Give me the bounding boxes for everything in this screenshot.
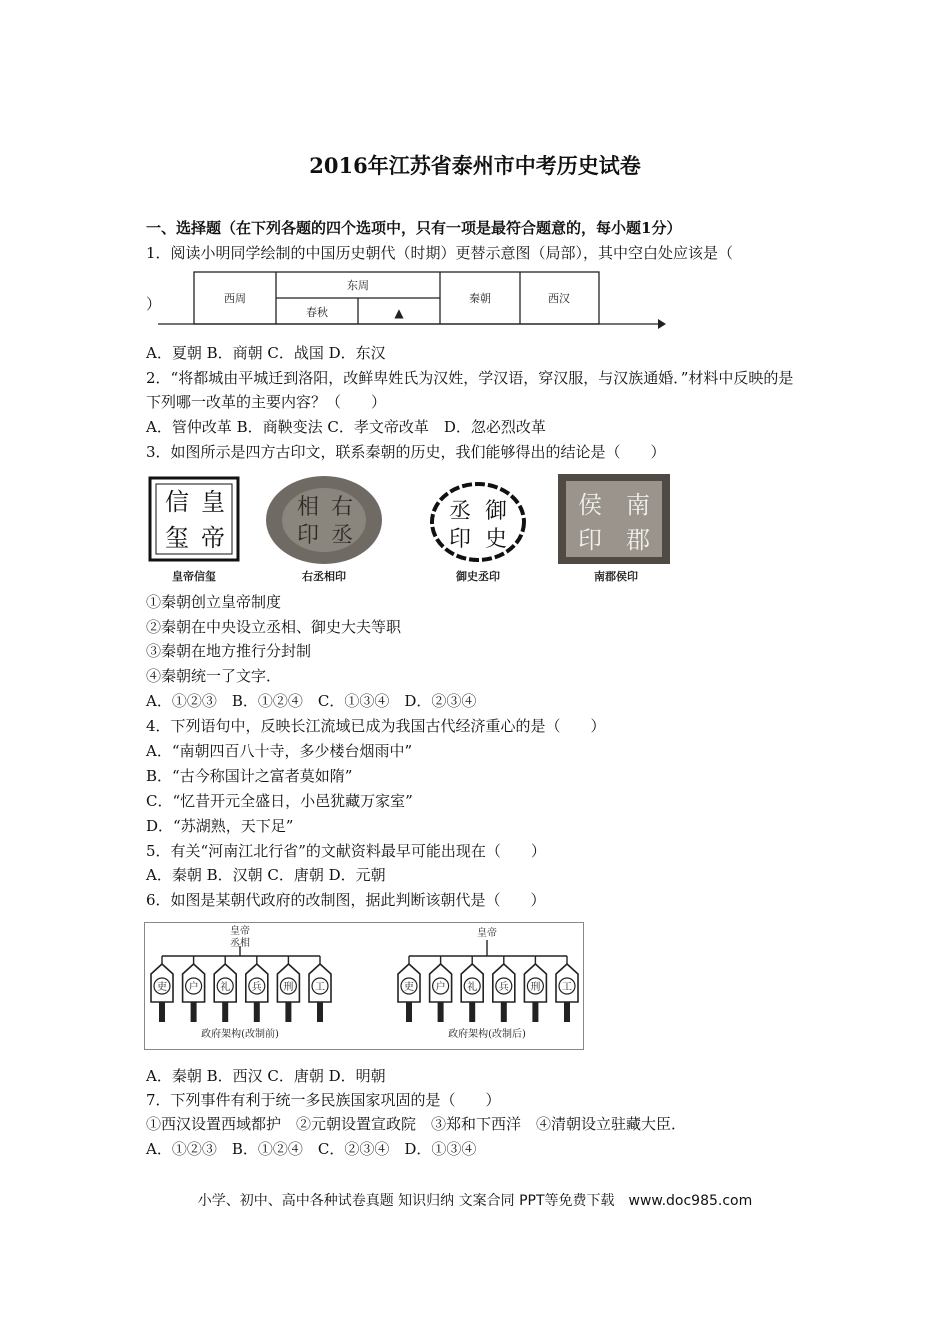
seal-caption-2: 右丞相印	[302, 570, 346, 583]
timeline-qin: 秦朝	[469, 292, 491, 305]
after-ministry-label: 刑	[530, 982, 541, 993]
before-ministry-label: 礼	[220, 982, 231, 993]
timeline-eastern-zhou: 东周	[347, 279, 369, 292]
seal-caption-3: 御史丞印	[456, 570, 500, 583]
before-caption: 政府架构(改制前)	[201, 1029, 279, 1040]
seal-nanjun-hou-yin	[558, 474, 670, 564]
question-2-options: A．管仲改革 B．商鞅变法 C．孝文帝改革 D．忽必烈改革	[146, 418, 546, 436]
question-1-stem	[146, 243, 733, 263]
question-3-item-2: ②秦朝在中央设立丞相、御史大夫等职	[146, 618, 402, 636]
question-3-item-3: ③秦朝在地方推行分封制	[146, 642, 312, 660]
seal-yushi-cheng-yin	[432, 484, 524, 560]
timeline-western-han: 西汉	[548, 292, 570, 305]
svg-text:郡: 郡	[626, 526, 650, 554]
question-3-item-1: ①秦朝创立皇帝制度	[146, 593, 282, 611]
svg-text:右: 右	[330, 495, 354, 520]
svg-text:丞: 丞	[448, 499, 472, 524]
svg-text:信: 信	[165, 488, 189, 516]
page-footer: 小学、初中、高中各种试卷真题 知识归纳 文案合同 PPT等免费下载 www.doc985.com	[197, 1193, 753, 1209]
question-3-stem: 3．如图所示是四方古印文，联系秦朝的历史，我们能够得出的结论是（ ）	[146, 443, 666, 461]
question-4-option-d: D．“苏湖熟，天下足”	[146, 817, 294, 835]
svg-text:印: 印	[296, 523, 320, 548]
before-ministry-label: 户	[188, 982, 199, 993]
timeline-spring-autumn: 春秋	[306, 306, 328, 319]
seal-you-chengxiang-yin	[266, 476, 382, 564]
government-reform-diagram	[144, 922, 584, 1050]
seal-caption-1: 皇帝信玺	[172, 570, 216, 583]
svg-text:玺: 玺	[165, 524, 189, 552]
svg-text:史: 史	[484, 527, 508, 552]
section-heading: 一、选择题（在下列各题的四个选项中，只有一项是最符合题意的，每小题1分）	[146, 219, 682, 237]
seal-images	[146, 466, 686, 588]
after-ministry-label: 吏	[404, 982, 414, 993]
dynasty-timeline	[158, 268, 668, 332]
svg-text:印: 印	[448, 527, 472, 552]
before-chancellor: 丞相	[230, 938, 250, 949]
svg-text:印: 印	[578, 526, 602, 554]
svg-text:帝: 帝	[201, 524, 225, 552]
question-5-stem: 5．有关“河南江北行省”的文献资料最早可能出现在（ ）	[146, 842, 546, 860]
after-ministry-label: 兵	[498, 982, 509, 993]
question-1-options: A．夏朝 B．商朝 C．战国 D．东汉	[146, 344, 386, 362]
svg-text:相: 相	[296, 495, 320, 520]
question-7-options: A．①②③ B．①②④ C．②③④ D．①③④	[146, 1140, 477, 1158]
question-6-stem: 6．如图是某朝代政府的改制图，据此判断该朝代是（ ）	[146, 891, 546, 909]
timeline-blank-marker: ▲	[394, 306, 404, 320]
before-ministry-label: 刑	[283, 982, 294, 993]
after-ministry-label: 工	[562, 982, 572, 993]
before-ministry-label: 工	[315, 982, 325, 993]
svg-text:丞: 丞	[330, 523, 354, 548]
question-7-items: ①西汉设置西域都护 ②元朝设置宣政院 ③郑和下西洋 ④清朝设立驻藏大臣．	[146, 1115, 687, 1133]
svg-text:御: 御	[484, 499, 508, 524]
question-1-text: 1．阅读小明同学绘制的中国历史朝代（时期）更替示意图（局部），其中空白处应该是（	[146, 244, 734, 262]
question-1-stem-end: ）	[146, 295, 162, 313]
question-4-option-a: A．“南朝四百八十寺，多少楼台烟雨中”	[146, 742, 413, 760]
timeline-western-zhou: 西周	[224, 292, 246, 305]
after-ministry-label: 户	[435, 982, 446, 993]
question-4-option-b: B．“古今称国计之富者莫如隋”	[146, 767, 353, 785]
page-title: 2016年江苏省泰州市中考历史试卷	[309, 153, 641, 178]
seal-caption-4: 南郡侯印	[594, 570, 638, 583]
after-ministry-label: 礼	[467, 982, 478, 993]
question-4-option-c: C．“忆昔开元全盛日，小邑犹藏万家室”	[146, 792, 413, 810]
question-3-options: A．①②③ B．①②④ C．①③④ D．②③④	[146, 692, 477, 710]
question-3-item-4: ④秦朝统一了文字．	[146, 667, 282, 685]
svg-text:南: 南	[626, 491, 650, 519]
question-2-stem: 2．“将都城由平城迁到洛阳，改鲜卑姓氏为汉姓，学汉语，穿汉服，与汉族通婚．”材料中反映的是下列哪一改革的主要内容？（ ）	[146, 369, 794, 411]
after-emperor: 皇帝	[477, 928, 497, 939]
question-7-stem: 7．下列事件有利于统一多民族国家巩固的是（ ）	[146, 1091, 501, 1109]
question-5-options: A．秦朝 B．汉朝 C．唐朝 D．元朝	[146, 866, 386, 884]
question-6-options: A．秦朝 B．西汉 C．唐朝 D．明朝	[146, 1067, 386, 1085]
after-caption: 政府架构(改制后)	[448, 1029, 526, 1040]
before-emperor: 皇帝	[230, 926, 250, 937]
before-ministry-label: 兵	[251, 982, 262, 993]
question-4-stem: 4．下列语句中，反映长江流域已成为我国古代经济重心的是（ ）	[146, 717, 606, 735]
before-ministry-label: 吏	[157, 982, 167, 993]
seal-huangdi-xinxi	[150, 478, 238, 560]
svg-text:侯: 侯	[578, 491, 602, 519]
svg-text:皇: 皇	[201, 488, 225, 516]
